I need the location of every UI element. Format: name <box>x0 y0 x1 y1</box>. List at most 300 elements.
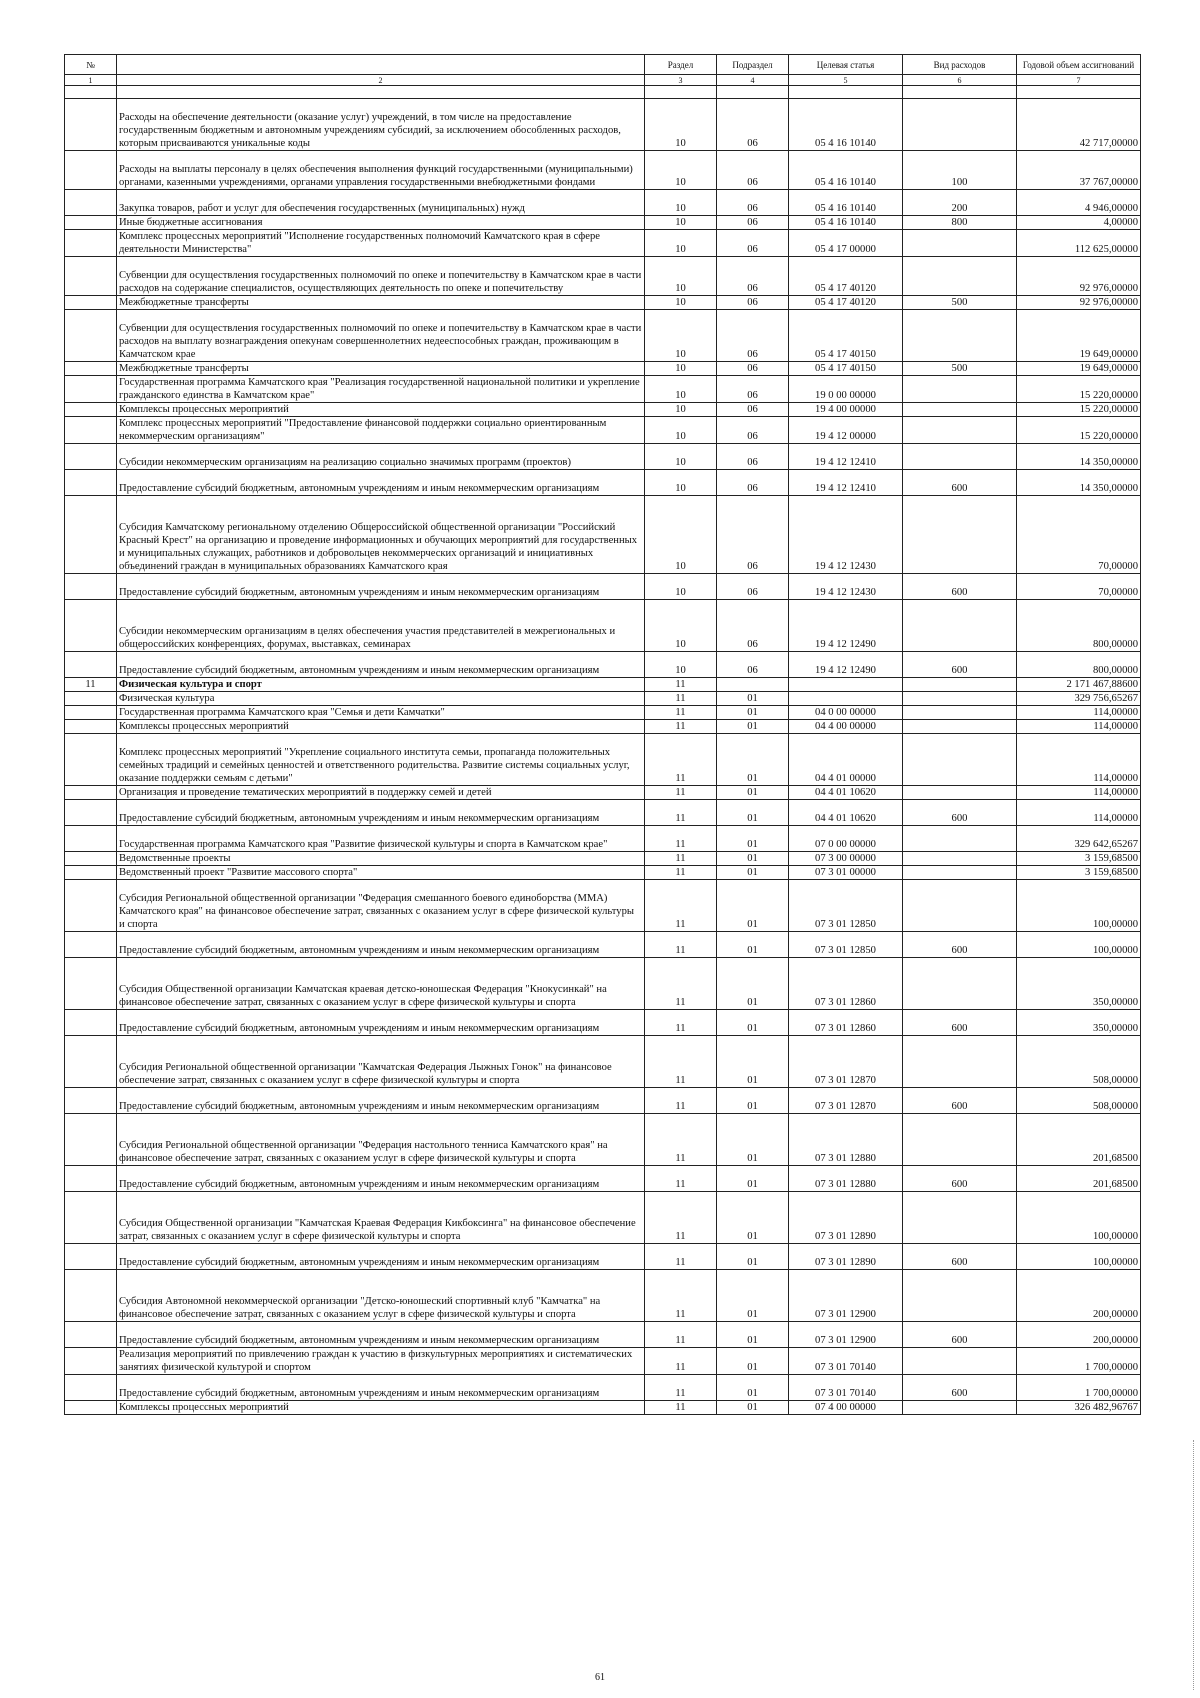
row-expense-type <box>903 257 1017 296</box>
row-number <box>65 1348 117 1375</box>
row-number <box>65 866 117 880</box>
table-row <box>65 1114 1141 1166</box>
row-expense-type <box>903 310 1017 362</box>
row-name: Комплекс процессных мероприятий "Укрепление социального института семьи, пропаганда положительных семейных традиций и семейных ценностей и ответственного родительства. Развитие системы социальных услуг, оказание поддержки семьям с детьми" <box>117 734 645 786</box>
row-target-article: 07 3 01 70140 <box>789 1348 903 1375</box>
row-expense-type <box>903 692 1017 706</box>
row-subsection: 06 <box>717 230 789 257</box>
row-amount: 92 976,00000 <box>1017 257 1141 296</box>
row-amount: 508,00000 <box>1017 1036 1141 1088</box>
header-amount: Годовой объем ассигнований <box>1017 55 1141 75</box>
row-expense-type <box>903 852 1017 866</box>
table-row <box>65 86 1141 99</box>
row-subsection: 06 <box>717 362 789 376</box>
row-subsection: 06 <box>717 190 789 216</box>
table-body <box>65 86 1141 1415</box>
row-expense-type <box>903 444 1017 470</box>
row-expense-type <box>903 678 1017 692</box>
row-subsection: 01 <box>717 932 789 958</box>
row-name: Предоставление субсидий бюджетным, автономным учреждениям и иным некоммерческим организациям <box>117 652 645 678</box>
row-name: Расходы на выплаты персоналу в целях обеспечения выполнения функций государственными (муниципальными) органами, казенными учреждениями, органами управления государственными внебюджетными фондами <box>117 151 645 190</box>
table-row <box>65 151 1141 190</box>
table-row <box>65 257 1141 296</box>
row-target-article: 19 4 12 12490 <box>789 600 903 652</box>
row-number <box>65 1192 117 1244</box>
row-subsection: 01 <box>717 1088 789 1114</box>
row-expense-type <box>903 958 1017 1010</box>
row-expense-type: 200 <box>903 190 1017 216</box>
row-subsection: 01 <box>717 706 789 720</box>
row-name: Предоставление субсидий бюджетным, автономным учреждениям и иным некоммерческим организациям <box>117 1322 645 1348</box>
row-target-article: 07 3 00 00000 <box>789 852 903 866</box>
row-name: Субсидия Региональной общественной организации "Федерация настольного тенниса Камчатского края" на финансовое обеспечение затрат, связанных с оказанием услуг в сфере физической культуры и спорта <box>117 1114 645 1166</box>
row-amount: 2 171 467,88600 <box>1017 678 1141 692</box>
row-amount: 508,00000 <box>1017 1088 1141 1114</box>
row-name: Предоставление субсидий бюджетным, автономным учреждениям и иным некоммерческим организациям <box>117 1375 645 1401</box>
header-exptype: Вид расходов <box>903 55 1017 75</box>
row-section: 11 <box>645 1401 717 1415</box>
row-amount: 112 625,00000 <box>1017 230 1141 257</box>
row-expense-type <box>903 826 1017 852</box>
table-row <box>65 1401 1141 1415</box>
row-target-article <box>789 86 903 99</box>
row-name: Субсидия Общественной организации "Камчатская Краевая Федерация Кикбоксинга" на финансовое обеспечение затрат, связанных с оказанием услуг в сфере физической культуры и спорта <box>117 1192 645 1244</box>
row-number <box>65 1114 117 1166</box>
row-target-article: 07 3 01 00000 <box>789 866 903 880</box>
header-subsection: Подраздел <box>717 55 789 75</box>
row-section: 10 <box>645 652 717 678</box>
row-number <box>65 257 117 296</box>
row-section: 10 <box>645 376 717 403</box>
row-subsection: 01 <box>717 1244 789 1270</box>
row-name: Комплексы процессных мероприятий <box>117 720 645 734</box>
row-amount: 100,00000 <box>1017 932 1141 958</box>
row-target-article: 07 3 01 12900 <box>789 1270 903 1322</box>
row-section: 11 <box>645 932 717 958</box>
table-row <box>65 1036 1141 1088</box>
col-number: 6 <box>903 75 1017 86</box>
row-amount: 70,00000 <box>1017 574 1141 600</box>
row-target-article: 05 4 16 10140 <box>789 216 903 230</box>
row-number <box>65 230 117 257</box>
table-row <box>65 470 1141 496</box>
row-subsection <box>717 86 789 99</box>
row-amount: 15 220,00000 <box>1017 403 1141 417</box>
row-target-article: 05 4 16 10140 <box>789 151 903 190</box>
row-target-article: 05 4 17 40120 <box>789 296 903 310</box>
row-section: 11 <box>645 720 717 734</box>
row-subsection: 06 <box>717 600 789 652</box>
row-name: Субсидия Общественной организации Камчатская краевая детско-юношеская Федерация "Кнокусинкай" на финансовое обеспечение затрат, связанных с оказанием услуг в сфере физической культуры и спорта <box>117 958 645 1010</box>
row-amount: 14 350,00000 <box>1017 470 1141 496</box>
col-number: 4 <box>717 75 789 86</box>
row-number <box>65 1244 117 1270</box>
row-name: Субсидии некоммерческим организациям на реализацию социально значимых программ (проектов) <box>117 444 645 470</box>
row-amount: 114,00000 <box>1017 706 1141 720</box>
row-subsection: 01 <box>717 1166 789 1192</box>
table-row <box>65 296 1141 310</box>
row-expense-type: 800 <box>903 216 1017 230</box>
table-row <box>65 362 1141 376</box>
row-expense-type <box>903 403 1017 417</box>
row-target-article <box>789 678 903 692</box>
row-section: 10 <box>645 403 717 417</box>
col-number: 2 <box>117 75 645 86</box>
row-number <box>65 1270 117 1322</box>
row-number <box>65 880 117 932</box>
table-row <box>65 1244 1141 1270</box>
row-expense-type <box>903 786 1017 800</box>
row-section: 11 <box>645 852 717 866</box>
row-section: 10 <box>645 444 717 470</box>
header-num: № <box>65 55 117 75</box>
table-row <box>65 1375 1141 1401</box>
row-number <box>65 720 117 734</box>
row-name: Ведомственные проекты <box>117 852 645 866</box>
row-amount: 42 717,00000 <box>1017 99 1141 151</box>
row-expense-type <box>903 1036 1017 1088</box>
row-name <box>117 86 645 99</box>
row-amount: 37 767,00000 <box>1017 151 1141 190</box>
row-subsection: 01 <box>717 826 789 852</box>
row-section: 11 <box>645 1348 717 1375</box>
row-section: 10 <box>645 600 717 652</box>
row-section: 10 <box>645 310 717 362</box>
row-target-article: 07 3 01 12900 <box>789 1322 903 1348</box>
row-subsection: 01 <box>717 1348 789 1375</box>
row-expense-type: 500 <box>903 362 1017 376</box>
row-target-article: 19 0 00 00000 <box>789 376 903 403</box>
row-section: 10 <box>645 470 717 496</box>
row-name: Предоставление субсидий бюджетным, автономным учреждениям и иным некоммерческим организациям <box>117 932 645 958</box>
row-expense-type <box>903 1270 1017 1322</box>
row-subsection: 01 <box>717 1401 789 1415</box>
row-expense-type: 600 <box>903 470 1017 496</box>
row-target-article: 07 3 01 12880 <box>789 1166 903 1192</box>
row-amount: 1 700,00000 <box>1017 1375 1141 1401</box>
row-amount: 114,00000 <box>1017 720 1141 734</box>
row-expense-type <box>903 1192 1017 1244</box>
table-row <box>65 734 1141 786</box>
row-amount: 15 220,00000 <box>1017 417 1141 444</box>
row-subsection: 06 <box>717 652 789 678</box>
row-name: Комплекс процессных мероприятий "Исполнение государственных полномочий Камчатского края в сфере деятельности Министерства" <box>117 230 645 257</box>
row-section: 10 <box>645 296 717 310</box>
table-row <box>65 310 1141 362</box>
table-row <box>65 852 1141 866</box>
row-name: Предоставление субсидий бюджетным, автономным учреждениям и иным некоммерческим организациям <box>117 1244 645 1270</box>
row-expense-type <box>903 230 1017 257</box>
row-name: Государственная программа Камчатского края "Развитие физической культуры и спорта в Камчатском крае" <box>117 826 645 852</box>
row-amount: 329 756,65267 <box>1017 692 1141 706</box>
row-target-article: 19 4 12 12490 <box>789 652 903 678</box>
row-section: 10 <box>645 216 717 230</box>
row-expense-type <box>903 866 1017 880</box>
table-row <box>65 678 1141 692</box>
table-row <box>65 216 1141 230</box>
row-amount: 4 946,00000 <box>1017 190 1141 216</box>
header-name <box>117 55 645 75</box>
row-expense-type: 100 <box>903 151 1017 190</box>
row-target-article: 19 4 12 12410 <box>789 444 903 470</box>
row-number <box>65 826 117 852</box>
row-target-article: 04 4 01 10620 <box>789 786 903 800</box>
row-subsection: 01 <box>717 800 789 826</box>
row-subsection: 06 <box>717 216 789 230</box>
row-subsection: 01 <box>717 866 789 880</box>
row-number <box>65 296 117 310</box>
row-name: Субвенции для осуществления государственных полномочий по опеке и попечительству в Камчатском крае в части расходов на содержание специалистов, осуществляющих деятельность по опеке и попечительству <box>117 257 645 296</box>
row-amount: 100,00000 <box>1017 880 1141 932</box>
row-expense-type: 600 <box>903 652 1017 678</box>
row-section: 11 <box>645 1088 717 1114</box>
row-number <box>65 310 117 362</box>
row-number <box>65 99 117 151</box>
row-section: 10 <box>645 151 717 190</box>
header-section: Раздел <box>645 55 717 75</box>
row-target-article: 07 3 01 12860 <box>789 958 903 1010</box>
row-section: 10 <box>645 230 717 257</box>
row-name: Расходы на обеспечение деятельности (оказание услуг) учреждений, в том числе на предоставление государственным бюджетным и автономным учреждениям субсидий, за исключением обособленных расходов, которым присваиваются уникальные коды <box>117 99 645 151</box>
row-number <box>65 216 117 230</box>
row-section: 11 <box>645 826 717 852</box>
row-amount: 800,00000 <box>1017 600 1141 652</box>
row-target-article: 07 3 01 12890 <box>789 1192 903 1244</box>
row-subsection: 01 <box>717 1375 789 1401</box>
table-row <box>65 1010 1141 1036</box>
row-name: Государственная программа Камчатского края "Семья и дети Камчатки" <box>117 706 645 720</box>
row-expense-type <box>903 1401 1017 1415</box>
row-subsection: 06 <box>717 417 789 444</box>
row-subsection: 01 <box>717 692 789 706</box>
row-amount: 200,00000 <box>1017 1322 1141 1348</box>
row-section: 11 <box>645 678 717 692</box>
row-target-article: 19 4 12 00000 <box>789 417 903 444</box>
row-name: Предоставление субсидий бюджетным, автономным учреждениям и иным некоммерческим организациям <box>117 574 645 600</box>
row-name: Физическая культура и спорт <box>117 678 645 692</box>
row-section: 11 <box>645 1166 717 1192</box>
row-amount: 14 350,00000 <box>1017 444 1141 470</box>
row-subsection: 06 <box>717 151 789 190</box>
row-section: 10 <box>645 99 717 151</box>
row-number <box>65 600 117 652</box>
table-row <box>65 1348 1141 1375</box>
row-number <box>65 1088 117 1114</box>
row-expense-type: 500 <box>903 296 1017 310</box>
row-target-article: 07 3 01 12860 <box>789 1010 903 1036</box>
row-number <box>65 470 117 496</box>
row-section: 11 <box>645 1322 717 1348</box>
row-number <box>65 652 117 678</box>
table-row <box>65 958 1141 1010</box>
row-subsection: 01 <box>717 734 789 786</box>
table-row <box>65 1270 1141 1322</box>
row-name: Субвенции для осуществления государственных полномочий по опеке и попечительству в Камчатском крае в части расходов на выплату вознаграждения опекунам совершеннолетних недееспособных граждан, проживающим в Камчатском крае <box>117 310 645 362</box>
row-target-article: 04 4 01 10620 <box>789 800 903 826</box>
row-expense-type: 600 <box>903 1166 1017 1192</box>
table-row <box>65 1322 1141 1348</box>
table-row <box>65 1192 1141 1244</box>
row-amount: 3 159,68500 <box>1017 866 1141 880</box>
row-section: 11 <box>645 1192 717 1244</box>
row-name: Закупка товаров, работ и услуг для обеспечения государственных (муниципальных) нужд <box>117 190 645 216</box>
row-name: Иные бюджетные ассигнования <box>117 216 645 230</box>
row-subsection: 06 <box>717 403 789 417</box>
header-target: Целевая статья <box>789 55 903 75</box>
row-number <box>65 786 117 800</box>
row-subsection: 01 <box>717 1036 789 1088</box>
row-number <box>65 86 117 99</box>
row-number <box>65 151 117 190</box>
row-target-article: 04 0 00 00000 <box>789 706 903 720</box>
row-amount: 114,00000 <box>1017 734 1141 786</box>
row-number <box>65 800 117 826</box>
row-number <box>65 417 117 444</box>
row-amount: 100,00000 <box>1017 1192 1141 1244</box>
row-target-article: 07 4 00 00000 <box>789 1401 903 1415</box>
row-name: Государственная программа Камчатского края "Реализация государственной национальной политики и укрепление гражданского единства в Камчатском крае" <box>117 376 645 403</box>
row-amount: 3 159,68500 <box>1017 852 1141 866</box>
row-amount: 200,00000 <box>1017 1270 1141 1322</box>
row-number <box>65 852 117 866</box>
row-expense-type <box>903 720 1017 734</box>
row-expense-type: 600 <box>903 1375 1017 1401</box>
row-amount: 350,00000 <box>1017 958 1141 1010</box>
row-number <box>65 1322 117 1348</box>
row-section: 11 <box>645 800 717 826</box>
table-row <box>65 99 1141 151</box>
row-target-article: 07 3 01 12890 <box>789 1244 903 1270</box>
row-amount: 201,68500 <box>1017 1166 1141 1192</box>
row-amount: 100,00000 <box>1017 1244 1141 1270</box>
table-row <box>65 1088 1141 1114</box>
row-expense-type: 600 <box>903 1244 1017 1270</box>
row-number <box>65 362 117 376</box>
row-subsection: 06 <box>717 470 789 496</box>
col-number: 7 <box>1017 75 1141 86</box>
row-name: Субсидия Камчатскому региональному отделению Общероссийской общественной организации "Российский Красный Крест" на организацию и проведение информационных и обучающих мероприятий для государственных и муниципальных служащих, работников и добровольцев некоммерческих организаций и инициативных объединений граждан в муниципальных образованиях Камчатского края <box>117 496 645 574</box>
row-section: 11 <box>645 880 717 932</box>
row-target-article: 05 4 17 40120 <box>789 257 903 296</box>
table-row <box>65 826 1141 852</box>
row-subsection: 06 <box>717 444 789 470</box>
row-name: Комплекс процессных мероприятий "Предоставление финансовой поддержки социально ориентированным некоммерческим организациям" <box>117 417 645 444</box>
row-number <box>65 932 117 958</box>
row-section: 11 <box>645 958 717 1010</box>
budget-sheet <box>64 54 1140 1415</box>
table-row <box>65 786 1141 800</box>
row-section: 11 <box>645 866 717 880</box>
row-number <box>65 574 117 600</box>
row-number <box>65 403 117 417</box>
row-name: Комплексы процессных мероприятий <box>117 1401 645 1415</box>
row-expense-type <box>903 496 1017 574</box>
row-name: Субсидии некоммерческим организациям в целях обеспечения участия представителей в межрегиональных и общероссийских конференциях, форумах, выставках, семинарах <box>117 600 645 652</box>
row-section: 10 <box>645 257 717 296</box>
row-target-article: 05 4 17 00000 <box>789 230 903 257</box>
row-section: 10 <box>645 362 717 376</box>
row-number <box>65 1166 117 1192</box>
row-section: 11 <box>645 1270 717 1322</box>
table-row <box>65 230 1141 257</box>
row-expense-type <box>903 86 1017 99</box>
row-target-article: 07 0 00 00000 <box>789 826 903 852</box>
row-section: 10 <box>645 496 717 574</box>
row-target-article: 07 3 01 12850 <box>789 932 903 958</box>
col-number: 1 <box>65 75 117 86</box>
row-target-article: 05 4 17 40150 <box>789 310 903 362</box>
table-row <box>65 720 1141 734</box>
table-row <box>65 417 1141 444</box>
row-expense-type <box>903 99 1017 151</box>
row-section: 11 <box>645 1010 717 1036</box>
row-section: 11 <box>645 692 717 706</box>
row-number <box>65 958 117 1010</box>
row-name: Предоставление субсидий бюджетным, автономным учреждениям и иным некоммерческим организациям <box>117 1010 645 1036</box>
row-expense-type <box>903 417 1017 444</box>
row-number <box>65 190 117 216</box>
row-subsection: 01 <box>717 1270 789 1322</box>
row-number <box>65 444 117 470</box>
row-target-article: 07 3 01 12870 <box>789 1036 903 1088</box>
table-row <box>65 692 1141 706</box>
row-number <box>65 1401 117 1415</box>
table-row <box>65 652 1141 678</box>
row-target-article <box>789 692 903 706</box>
row-amount: 92 976,00000 <box>1017 296 1141 310</box>
row-expense-type <box>903 734 1017 786</box>
row-target-article: 04 4 01 00000 <box>789 734 903 786</box>
row-subsection: 01 <box>717 1010 789 1036</box>
row-amount: 350,00000 <box>1017 1010 1141 1036</box>
column-number-row <box>65 75 1141 86</box>
row-amount: 15 220,00000 <box>1017 376 1141 403</box>
table-row <box>65 376 1141 403</box>
row-subsection: 06 <box>717 574 789 600</box>
row-section: 11 <box>645 1114 717 1166</box>
table-row <box>65 932 1141 958</box>
row-expense-type <box>903 1114 1017 1166</box>
row-section: 10 <box>645 574 717 600</box>
row-number: 11 <box>65 678 117 692</box>
row-name: Ведомственный проект "Развитие массового спорта" <box>117 866 645 880</box>
row-subsection: 06 <box>717 296 789 310</box>
row-subsection: 01 <box>717 1192 789 1244</box>
row-target-article: 19 4 00 00000 <box>789 403 903 417</box>
table-row <box>65 444 1141 470</box>
row-expense-type <box>903 600 1017 652</box>
row-name: Межбюджетные трансферты <box>117 296 645 310</box>
row-expense-type: 600 <box>903 932 1017 958</box>
table-row <box>65 866 1141 880</box>
row-subsection: 06 <box>717 257 789 296</box>
header-row <box>65 55 1141 75</box>
table-row <box>65 496 1141 574</box>
row-section: 11 <box>645 786 717 800</box>
row-subsection: 06 <box>717 376 789 403</box>
row-section: 11 <box>645 1375 717 1401</box>
row-subsection: 01 <box>717 880 789 932</box>
row-expense-type: 600 <box>903 1010 1017 1036</box>
row-target-article: 19 4 12 12410 <box>789 470 903 496</box>
row-amount: 800,00000 <box>1017 652 1141 678</box>
row-subsection <box>717 678 789 692</box>
row-target-article: 07 3 01 12870 <box>789 1088 903 1114</box>
table-row <box>65 600 1141 652</box>
row-amount: 326 482,96767 <box>1017 1401 1141 1415</box>
row-section: 11 <box>645 734 717 786</box>
budget-table <box>64 54 1141 1415</box>
